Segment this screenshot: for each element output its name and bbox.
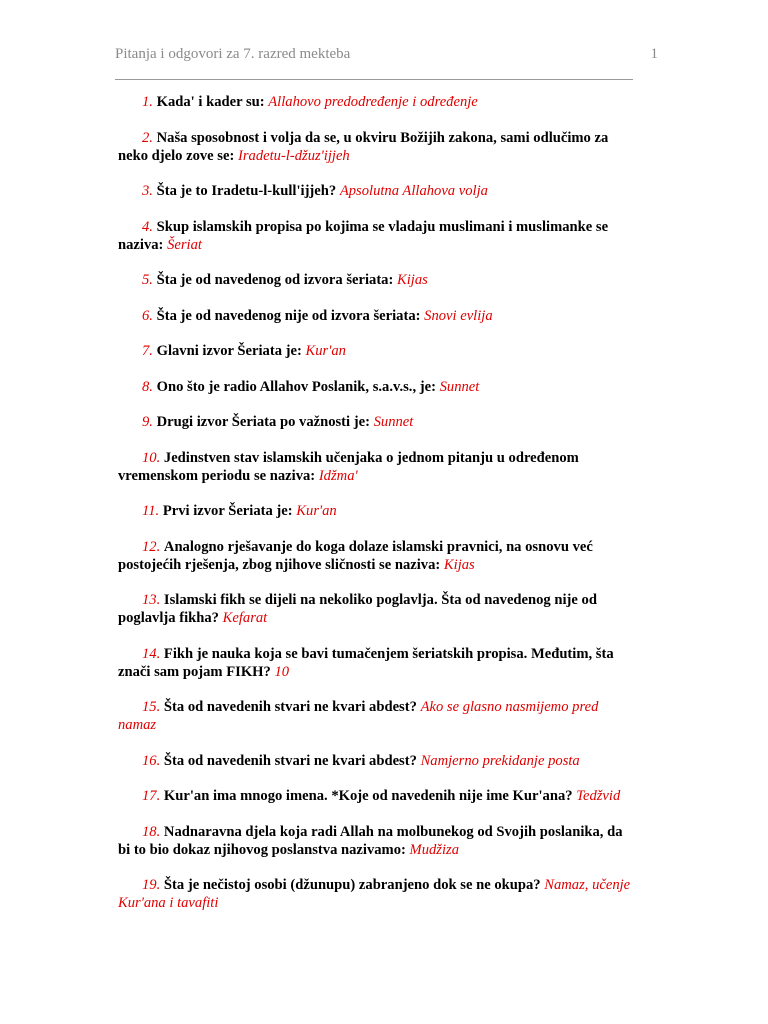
question-item: [118, 271, 638, 289]
question-text: Nadnaravna djela koja radi Allah na molbunekog od Svojih poslanika, da bi to bio dokaz njihovog poslanstva nazivamo:: [118, 823, 623, 858]
question-item: [118, 698, 638, 734]
question-number: 17.: [142, 788, 161, 804]
answer-text: Allahovo predodređenje i određenje: [268, 94, 478, 110]
question-text: Analogno rješavanje do koga dolaze islamski pravnici, na osnovu već postojećih rješenja, zbog njihove sličnosti se naziva:: [118, 538, 593, 573]
question-number: 1.: [142, 94, 153, 110]
answer-text: Kefarat: [222, 610, 268, 626]
question-number: 18.: [142, 823, 161, 840]
question-item: [118, 129, 638, 165]
question-item: [118, 413, 638, 431]
question-number: 19.: [142, 877, 161, 893]
question-number: 3.: [142, 183, 153, 199]
question-number: 2.: [142, 129, 153, 146]
question-number: 11.: [142, 503, 160, 519]
question-number: 16.: [142, 752, 161, 769]
question-number: 4.: [142, 218, 153, 235]
question-item: [118, 502, 638, 520]
question-text: Ono što je radio Allahov Poslanik, s.a.v.s., je:: [156, 378, 436, 395]
question-item: [118, 876, 638, 912]
question-number: 7.: [142, 343, 153, 359]
question-number: 8.: [142, 378, 153, 395]
question-text: Jedinstven stav islamskih učenjaka o jednom pitanju u određenom vremenskom periodu se naziva:: [118, 449, 579, 484]
answer-text: Sunnet: [373, 414, 414, 430]
question-item: [118, 449, 638, 485]
question-number: 9.: [142, 414, 153, 430]
question-number: 5.: [142, 272, 153, 288]
answer-text: Kijas: [397, 272, 428, 288]
answer-text: Kur'an: [296, 503, 337, 519]
question-text: Kur'an ima mnogo imena. *Koje od navedenih nije ime Kur'ana?: [163, 788, 573, 804]
question-item: [118, 645, 638, 681]
question-number: 13.: [142, 592, 161, 608]
answer-text: Apsolutna Allahova volja: [339, 183, 488, 199]
answer-text: Šeriat: [167, 236, 202, 253]
question-list: [118, 93, 638, 930]
answer-text: Namjerno prekidanje posta: [420, 752, 580, 769]
question-item: [118, 591, 638, 627]
question-text: Skup islamskih propisa po kojima se vladaju muslimani i muslimanke se naziva:: [118, 218, 609, 253]
answer-text: Kijas: [443, 556, 475, 573]
question-item: [118, 182, 638, 200]
answer-text: Ako se glasno nasmijemo pred namaz: [118, 699, 599, 733]
answer-text: Sunnet: [439, 378, 480, 395]
question-text: Drugi izvor Šeriata po važnosti je:: [156, 414, 370, 430]
question-text: Fikh je nauka koja se bavi tumačenjem šeriatskih propisa. Međutim, šta znači sam pojam FIKH?: [118, 645, 614, 680]
answer-text: Mudžiza: [409, 841, 459, 858]
question-item: [118, 823, 638, 859]
question-item: [118, 93, 638, 111]
question-text: Šta je od navedenog nije od izvora šeriata:: [156, 307, 421, 324]
question-text: Šta je od navedenog od izvora šeriata:: [156, 272, 394, 288]
answer-text: Tedžvid: [576, 788, 621, 804]
question-item: [118, 752, 638, 770]
question-text: Prvi izvor Šeriata je:: [162, 503, 293, 519]
question-text: Islamski fikh se dijeli na nekoliko poglavlja. Šta od navedenog nije od poglavlja fikha?: [118, 592, 597, 626]
answer-text: 10: [274, 663, 290, 680]
question-item: [118, 218, 638, 254]
question-text: Kada' i kader su:: [156, 94, 265, 110]
question-text: Šta je to Iradetu-l-kull'ijjeh?: [156, 183, 337, 199]
question-text: Naša sposobnost i volja da se, u okviru Božijih zakona, sami odlučimo za neko djelo zove se:: [118, 129, 609, 164]
answer-text: Kur'an: [305, 343, 346, 359]
page-header: [115, 46, 658, 68]
answer-text: Namaz, učenje Kur'ana i tavafiti: [118, 877, 631, 911]
question-item: [118, 538, 638, 574]
question-item: [118, 342, 638, 360]
question-number: 12.: [142, 538, 161, 555]
question-number: 6.: [142, 307, 153, 324]
question-text: Šta od navedenih stvari ne kvari abdest?: [163, 752, 417, 769]
question-number: 15.: [142, 699, 161, 715]
question-item: [118, 307, 638, 325]
page-number: 1: [650, 46, 658, 62]
answer-text: Idžma': [318, 467, 358, 484]
question-number: 10.: [142, 449, 161, 466]
header-title: Pitanja i odgovori za 7. razred mekteba: [115, 46, 351, 62]
question-item: [118, 787, 638, 805]
answer-text: Snovi evlija: [424, 307, 493, 324]
question-item: [118, 378, 638, 396]
header-divider: [115, 79, 633, 80]
question-text: Glavni izvor Šeriata je:: [156, 343, 302, 359]
question-text: Šta je nečistoj osobi (džunupu) zabranjeno dok se ne okupa?: [163, 877, 541, 893]
question-text: Šta od navedenih stvari ne kvari abdest?: [163, 699, 417, 715]
question-number: 14.: [142, 645, 161, 662]
answer-text: Iradetu-l-džuz'ijjeh: [237, 147, 350, 164]
